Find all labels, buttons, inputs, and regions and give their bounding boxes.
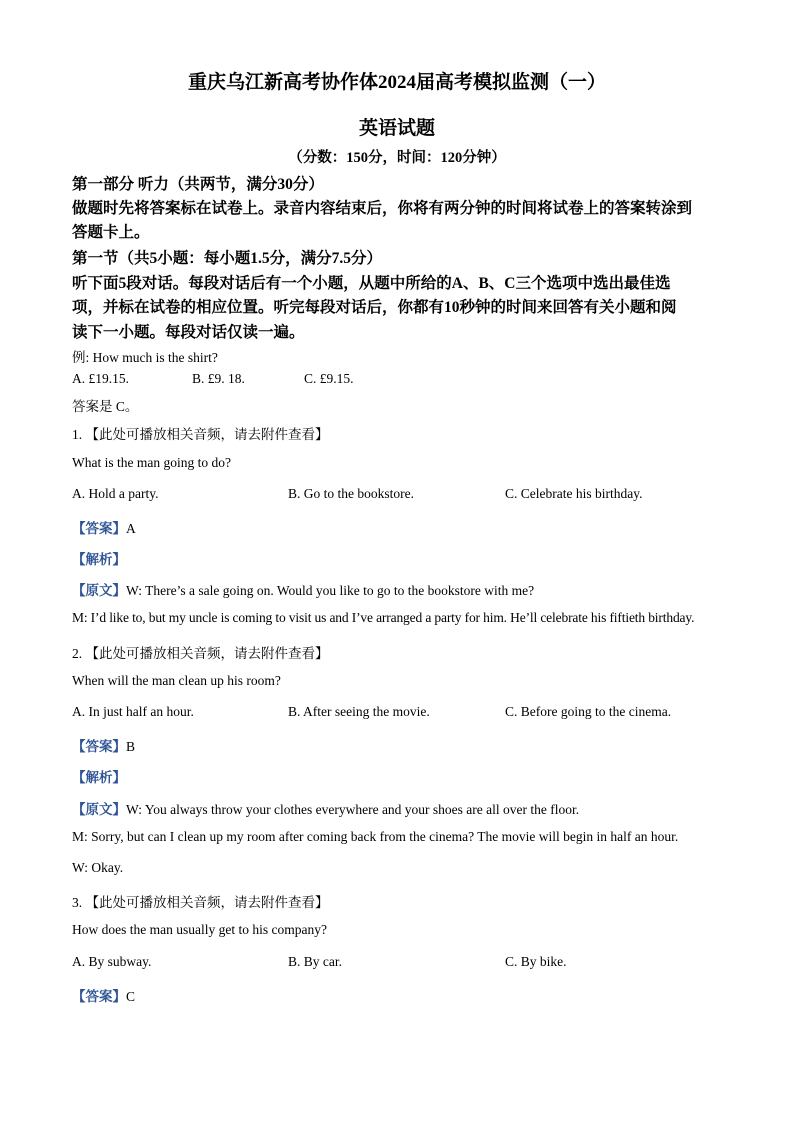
question-1-text: What is the man going to do? (72, 455, 231, 470)
question-2-analysis (72, 766, 126, 786)
exam-score-time: （分数：150分，时间：120分钟） (288, 150, 506, 166)
example-option-c: C. £9.15. (304, 371, 354, 386)
question-1-option-b: B. Go to the bookstore. (288, 486, 414, 501)
question-1-answer (72, 517, 136, 537)
transcript-label: 【原文】 (72, 802, 126, 817)
question-2-transcript-2: M: Sorry, but can I clean up my room after coming back from the cinema? The movie will begin in half an hour. (72, 829, 679, 844)
section1-instruction-line1: 听下面5段对话。每段对话后有一个小题，从题中所给的A、B、C三个选项中选出最佳选 (72, 275, 671, 292)
question-1-transcript-1 (72, 579, 534, 599)
exam-subject: 英语试题 (358, 118, 435, 139)
question-2-header: 2. 【此处可播放相关音频，请去附件查看】 (72, 646, 329, 661)
answer-label: 【答案】 (72, 989, 126, 1004)
section1-instruction-line3: 读下一小题。每段对话仅读一遍。 (72, 324, 305, 341)
example-option-a: A. £19.15. (72, 371, 129, 386)
question-1-transcript-2: M: I’d like to, but my uncle is coming to visit us and I’ve arranged a party for him. He’ll celebrate his fiftieth birthday. (72, 610, 695, 625)
analysis-label: 【解析】 (72, 552, 126, 567)
question-3-option-c: C. By bike. (505, 954, 567, 969)
transcript-label: 【原文】 (72, 583, 126, 598)
question-3-text: How does the man usually get to his company? (72, 922, 327, 937)
transcript-text: W: There’s a sale going on. Would you like to go to the bookstore with me? (126, 583, 535, 598)
exam-title: 重庆乌江新高考协作体2024届高考模拟监测（一） (187, 72, 606, 93)
answer-label: 【答案】 (72, 521, 126, 536)
part1-instruction-line1: 做题时先将答案标在试卷上。录音内容结束后，你将有两分钟的时间将试卷上的答案转涂到 (72, 200, 693, 217)
question-1-option-c: C. Celebrate his birthday. (505, 486, 643, 501)
question-3-option-b: B. By car. (288, 954, 342, 969)
section1-instruction-line2: 项，并标在试卷的相应位置。听完每段对话后，你都有10秒钟的时间来回答有关小题和阅 (72, 299, 677, 316)
question-3-option-a: A. By subway. (72, 954, 152, 969)
question-3-answer (72, 985, 135, 1005)
question-1-header: 1. 【此处可播放相关音频，请去附件查看】 (72, 427, 329, 442)
question-2-option-c: C. Before going to the cinema. (505, 704, 672, 719)
question-2-text: When will the man clean up his room? (72, 673, 281, 688)
section1-heading: 第一节（共5小题：每小题1.5分，满分7.5分） (72, 250, 383, 267)
example-question: 例: How much is the shirt? (72, 350, 218, 365)
answer-value: A (126, 521, 136, 536)
question-1-analysis (72, 548, 126, 568)
question-2-transcript-1 (72, 798, 579, 818)
part1-heading: 第一部分 听力（共两节，满分30分） (72, 176, 324, 193)
question-3-header: 3. 【此处可播放相关音频，请去附件查看】 (72, 895, 329, 910)
example-answer: 答案是 C。 (72, 399, 139, 414)
part1-instruction-line2: 答题卡上。 (72, 224, 150, 241)
question-2-answer (72, 735, 135, 755)
question-1-option-a: A. Hold a party. (72, 486, 159, 501)
question-2-transcript-3: W: Okay. (72, 860, 124, 875)
question-2-option-b: B. After seeing the movie. (288, 704, 430, 719)
example-option-b: B. £9. 18. (192, 371, 245, 386)
answer-value: B (126, 739, 136, 754)
answer-label: 【答案】 (72, 739, 126, 754)
analysis-label: 【解析】 (72, 770, 126, 785)
answer-value: C (126, 989, 136, 1004)
transcript-text: W: You always throw your clothes everywhere and your shoes are all over the floor. (126, 802, 580, 817)
question-2-option-a: A. In just half an hour. (72, 704, 194, 719)
